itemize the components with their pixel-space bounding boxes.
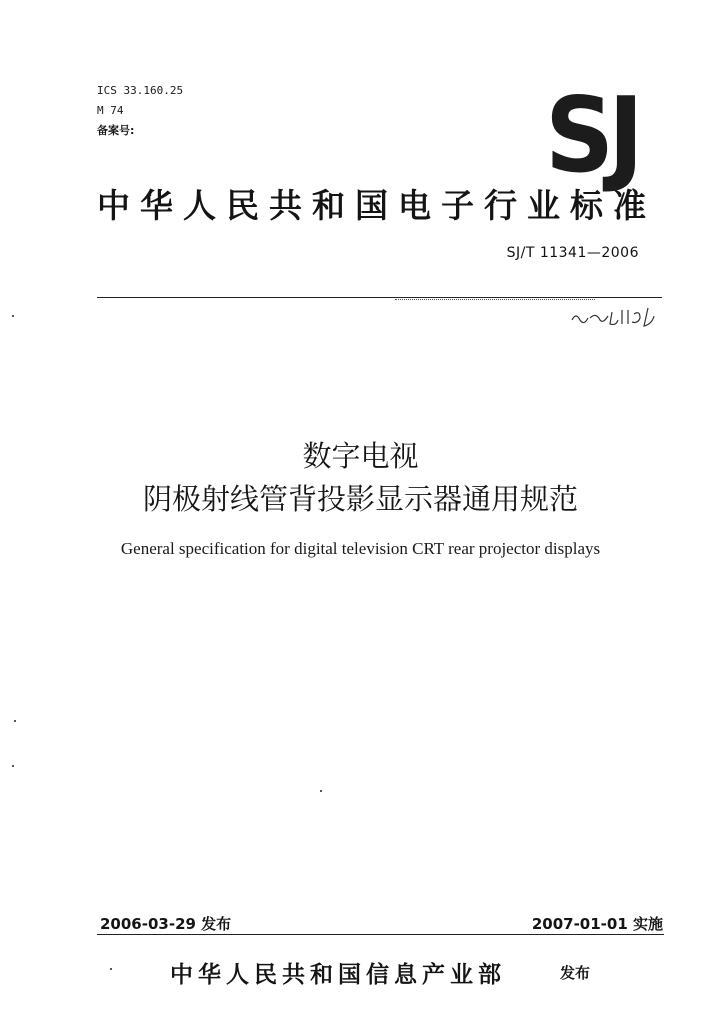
ccs-code: M 74 — [97, 104, 124, 117]
record-number-label: 备案号: — [97, 124, 135, 137]
handwritten-annotation — [568, 304, 668, 334]
scan-edge-mark — [0, 160, 8, 300]
standard-code: SJ/T 11341—2006 — [506, 245, 639, 261]
ics-code: ICS 33.160.25 — [97, 84, 184, 97]
scan-speck — [14, 720, 16, 722]
footer-divider — [97, 934, 664, 935]
issue-date: 2006-03-29 发布 — [100, 915, 232, 933]
title-en: General specification for digital television CRT rear projector displays — [120, 539, 601, 558]
issuer-suffix: 发布 — [560, 964, 591, 982]
issuer-name: 中华人民共和国信息产业部 — [170, 962, 506, 988]
standard-org-title: 中华人民共和国电子行业标准 — [97, 186, 656, 225]
scan-speck — [12, 765, 14, 767]
implement-date: 2007-01-01 实施 — [531, 915, 663, 933]
header-divider — [97, 297, 662, 298]
title-cn-line1: 数字电视 — [302, 439, 419, 473]
scan-speck — [110, 968, 112, 970]
title-cn-line2: 阴极射线管背投影显示器通用规范 — [142, 482, 578, 516]
sj-logo: SJ — [545, 74, 638, 196]
scan-speck — [320, 790, 322, 792]
scan-speck — [12, 315, 14, 317]
header-divider-dotted — [395, 299, 595, 300]
